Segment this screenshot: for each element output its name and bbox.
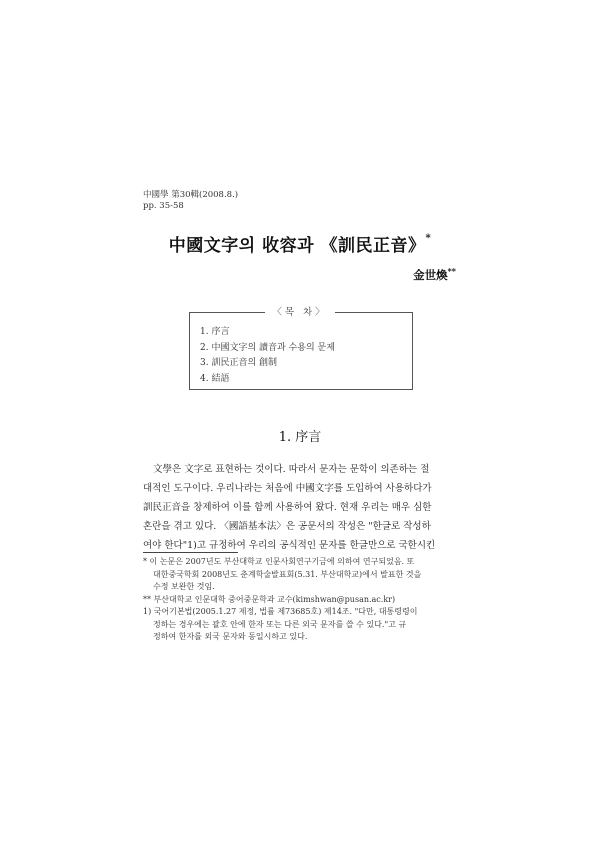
author-name: 金世煥 (413, 267, 448, 282)
footnote-line: 수정 보완한 것임. (153, 582, 215, 591)
footnote-line: * 이 논문은 2007년도 부산대학교 인문사회연구기금에 의하여 연구되었음. 또 (143, 557, 415, 566)
footnote-line: 정하는 경우에는 괄호 안에 한자 또는 다른 외국 문자를 쓸 수 있다."고 규 (153, 619, 407, 629)
body-paragraph (143, 460, 459, 555)
body-line: 訓民正音을 창제하여 이를 함께 사용하여 왔다. 현재 우리는 매우 심한 (143, 502, 432, 513)
body-line: 혼란을 겪고 있다. 〈國語基本法〉은 공문서의 작성은 "한글로 작성하 (143, 521, 431, 532)
paper-title-text: 中國文字의 收容과 《訓民正音》 (168, 236, 426, 256)
toc-heading: 〈목 차〉 (265, 304, 335, 318)
paper-title (0, 231, 600, 256)
author (413, 266, 456, 283)
toc-item: 3. 訓民正音의 創制 (200, 358, 278, 368)
title-footnote-mark: * (425, 233, 432, 245)
journal-volume: 中國學 第30輯(2008.8.) (143, 190, 239, 200)
footnote-line: 1) 국어기본법(2005.1.27 제정, 법률 제73685호) 제14조. "다만, 대통령령이 (143, 607, 418, 616)
toc-item: 2. 中國文字의 讀音과 수용의 문제 (200, 342, 335, 353)
author-footnote-mark: ** (447, 266, 456, 276)
body-line: 여야 한다"1)고 규정하여 우리의 공식적인 문자를 한글만으로 국한시킨 (143, 540, 436, 551)
section-heading: 1. 序言 (278, 430, 322, 445)
toc-item: 1. 序言 (200, 327, 230, 337)
footnote-line: 정하여 한자를 외국 문자와 동일시하고 있다. (153, 632, 308, 641)
journal-citation (143, 190, 238, 212)
toc-item: 4. 結語 (200, 373, 230, 384)
body-line: 文學은 文字로 표현하는 것이다. 따라서 문자는 문학이 의존하는 절 (153, 464, 430, 475)
footnotes (143, 556, 463, 644)
toc-list (200, 325, 335, 387)
footnote-divider (143, 552, 238, 553)
footnote-line: 대한중국학회 2008년도 춘계학술발표회(5.31. 부산대학교)에서 발표한 것을 (153, 569, 422, 579)
journal-pages: pp. 35-58 (143, 201, 184, 211)
body-line: 대적인 도구이다. 우리나라는 처음에 中國文字를 도입하여 사용하다가 (143, 483, 432, 494)
footnote-line: ** 부산대학교 인문대학 중어중문학과 교수(kimshwan@pusan.ac.kr) (143, 594, 396, 604)
